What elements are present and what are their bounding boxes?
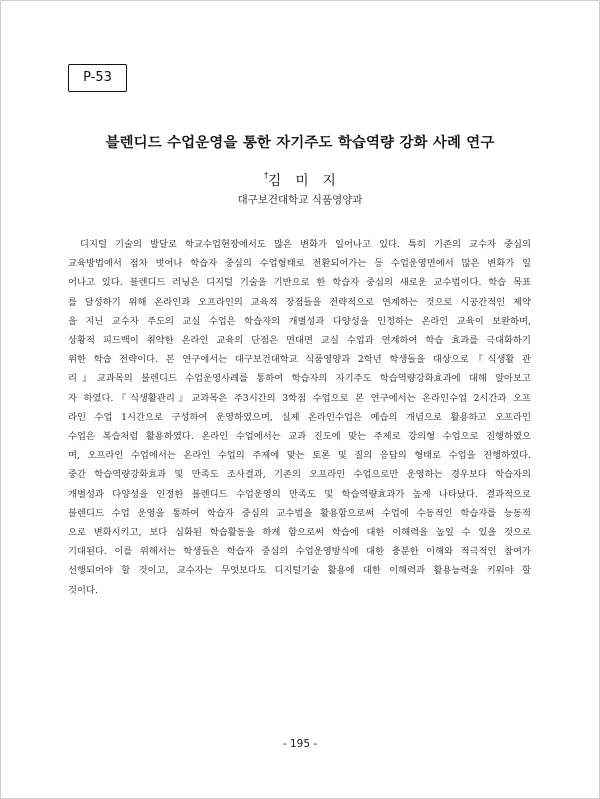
abstract-line: 디지털 기술의 발달로 학교수업현장에서도 많은 변화가 일어나고 있다. 특히 기존의 교수자 중심의 <box>80 239 531 250</box>
abstract-line: 선행되어야 할 것이고, 교수자는 무엇보다도 디지털기술 활용에 대한 이해력과 활용능력을 키워야 할 <box>68 565 531 577</box>
corresponding-mark: † <box>264 170 269 180</box>
abstract-line: 을 지닌 교수자 주도의 교실 수업은 학습자의 개별성과 다양성을 인정하는 온라인 교육이 보완하며, <box>68 315 531 327</box>
abstract-line: 수업은 복습처럼 활용하였다. 온라인 수업에서는 교과 진도에 맞는 주제로 강의형 수업으로 진행하였으 <box>68 431 531 443</box>
abstract-line: 자 하였다.『식생활관리』교과목은 주3시간의 3학점 수업으로 본 연구에서는 온라인수업 2시간과 오프 <box>68 392 531 404</box>
abstract-line: 를 달성하기 위해 온라인과 오프라인의 교육적 장점들을 전략적으로 연계하는 것으로 시공간적인 제약 <box>68 296 531 308</box>
abstract-line: 블렌디드 수업 운영을 통하여 학습자 중심의 교수법을 활용함으로써 수업에 수동적인 학습자를 능동적 <box>68 507 531 519</box>
author-line <box>0 169 600 189</box>
abstract-line: 리』교과목의 블렌디드 수업운영사례를 통하여 학습자의 자기주도 학습역량강화효과에 대해 알아보고 <box>68 373 531 385</box>
abstract-line: 위한 학습 전략이다. 본 연구에서는 대구보건대학교 식품영양과 2학년 학생들을 대상으로『식생활 관 <box>68 354 531 366</box>
page-number: - 195 - <box>282 738 318 750</box>
abstract-line: 기대된다. 이를 위해서는 학생들은 학습자 중심의 수업운영방식에 대한 충분한 이해와 적극적인 참여가 <box>68 546 531 558</box>
abstract-line: 교육방법에서 점차 벗어나 학습자 중심의 수업형태로 전환되어가는 등 수업운영면에서 많은 변화가 일 <box>68 258 531 270</box>
abstract-line: 라인 수업 1시간으로 구성하여 운영하였으며, 실제 온라인수업은 예습의 개념으로 활용하고 오프라인 <box>68 411 531 423</box>
poster-code-box <box>68 64 127 92</box>
abstract-line: 며, 오프라인 수업에서는 온라인 수업의 주제에 맞는 토론 및 질의 응답의 형태로 수업을 진행하였다. <box>68 450 531 462</box>
abstract-body <box>68 235 531 600</box>
author-affiliation: 대구보건대학교 식품영양과 <box>237 194 363 206</box>
abstract-line: 개별성과 다양성을 인정한 블렌디드 수업운영의 만족도 및 학습역량효과가 높게 나타났다. 결과적으로 <box>68 488 531 500</box>
abstract-line: 중간 학습역량강화효과 및 만족도 조사결과, 기존의 오프라인 수업으로만 운영하는 경우보다 학습자의 <box>68 469 531 481</box>
author-name: 김 미 지 <box>268 173 336 189</box>
abstract-line: 으로 변화시키고, 보다 심화된 학습활동을 하게 함으로써 학습에 대한 이해력을 높일 수 있을 것으로 <box>68 527 531 539</box>
paper-title: 블렌디드 수업운영을 통한 자기주도 학습역량 강화 사례 연구 <box>105 135 495 151</box>
abstract-line: 어나고 있다. 블렌디드 러닝은 디지털 기술을 기반으로 한 학습자 중심의 새로운 교수법이다. 학습 목표 <box>68 277 531 289</box>
abstract-line: 상황적 피드백이 취약한 온라인 교육의 단점은 면대면 교실 수업과 연계하여 학습 효과를 극대화하기 <box>68 335 531 347</box>
abstract-line: 것이다. <box>68 584 98 596</box>
poster-code: P-53 <box>83 70 112 85</box>
